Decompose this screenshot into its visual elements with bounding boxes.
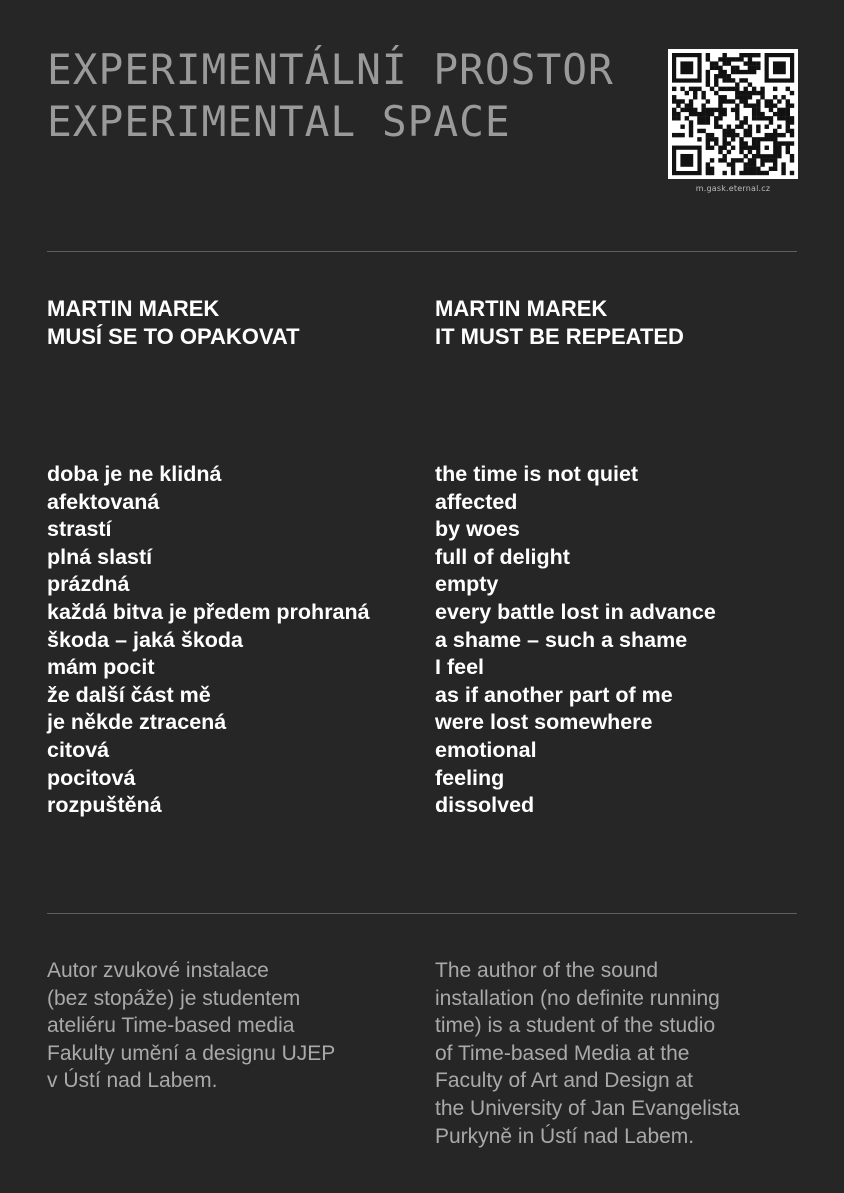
author-name-czech: MARTIN MAREK (47, 296, 220, 321)
title-czech: EXPERIMENTÁLNÍ PROSTOR (47, 45, 614, 94)
author-name-english: MARTIN MAREK (435, 296, 608, 321)
poem-line: as if another part of me (435, 682, 673, 707)
poem-line: rozpuštěná (47, 793, 162, 818)
poem-line: citová (47, 737, 110, 762)
about-line: Autor zvukové instalace (47, 959, 269, 982)
poem-line: empty (435, 572, 499, 597)
title-english: EXPERIMENTAL SPACE (47, 97, 511, 146)
poem-line: the time is not quiet (435, 462, 639, 486)
poem-czech (47, 461, 417, 820)
about-line: Fakulty umění a designu UJEP (47, 1041, 336, 1065)
poem-line: plná slastí (47, 544, 153, 569)
qr-url: m.gask.eternal.cz (695, 184, 771, 193)
about-line: (bez stopáže) je studentem (47, 986, 301, 1010)
exhibition-title (47, 44, 614, 148)
poem-line: že další část mě (47, 682, 211, 707)
heading-czech (47, 295, 417, 351)
poem-line: strastí (47, 517, 112, 542)
about-line: v Ústí nad Labem. (47, 1069, 218, 1093)
poem-line: affected (435, 489, 518, 514)
poem-line: doba je ne klidná (47, 462, 222, 486)
about-line: The author of the sound (435, 959, 658, 982)
about-line: installation (no definite running (435, 986, 720, 1010)
about-line: Purkyně in Ústí nad Labem. (435, 1124, 695, 1148)
heading-english (435, 295, 805, 351)
poem-line: každá bitva je předem prohraná (47, 599, 370, 624)
about-english (435, 957, 805, 1150)
poem-line: emotional (435, 737, 537, 762)
top-divider (47, 251, 797, 252)
poem-line: a shame – such a shame (435, 627, 688, 652)
work-title-czech: MUSÍ SE TO OPAKOVAT (47, 324, 300, 349)
poem-line: afektovaná (47, 489, 160, 514)
poem-line: by woes (435, 517, 520, 542)
bottom-divider (47, 913, 797, 914)
poem-line: dissolved (435, 793, 535, 818)
poem-line: pocitová (47, 765, 136, 790)
work-title-english: IT MUST BE REPEATED (435, 324, 684, 349)
qr-code-icon (668, 49, 798, 179)
qr-code[interactable] (668, 49, 798, 179)
about-line: the University of Jan Evangelista (435, 1096, 740, 1120)
poem-line: škoda – jaká škoda (47, 627, 243, 652)
about-line: of Time-based Media at the (435, 1041, 690, 1065)
poem-line: feeling (435, 765, 505, 790)
about-line: Faculty of Art and Design at (435, 1069, 693, 1093)
poem-line: every battle lost in advance (435, 599, 716, 624)
poem-line: full of delight (435, 544, 570, 569)
poem-line: I feel (435, 655, 484, 680)
poem-line: mám pocit (47, 655, 155, 680)
poem-line: prázdná (47, 572, 130, 597)
about-line: ateliéru Time-based media (47, 1014, 295, 1038)
poem-english (435, 461, 805, 820)
about-line: time) is a student of the studio (435, 1014, 716, 1038)
about-czech (47, 957, 417, 1095)
poem-line: je někde ztracená (47, 710, 227, 735)
poem-line: were lost somewhere (435, 710, 653, 735)
